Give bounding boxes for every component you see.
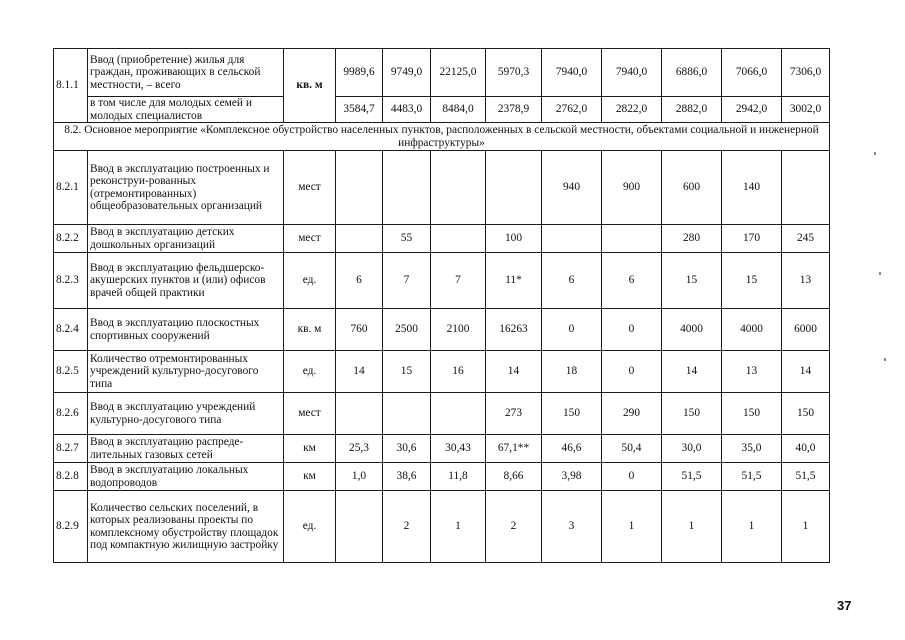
- scan-speck: [884, 358, 886, 361]
- value-cell: 150: [662, 393, 722, 435]
- value-cell: 2762,0: [542, 97, 602, 123]
- indicator-name: Количество отремонтированных учреждений культурно-досугового типа: [88, 351, 284, 393]
- value-cell: [336, 491, 383, 563]
- value-cell: 150: [542, 393, 602, 435]
- indicator-name: Ввод в эксплуатацию распреде-лительных газовых сетей: [88, 435, 284, 463]
- table-row: [54, 393, 830, 435]
- value-cell: 3002,0: [782, 97, 830, 123]
- value-cell: 4483,0: [383, 97, 431, 123]
- value-cell: 35,0: [722, 435, 782, 463]
- value-cell: 0: [602, 463, 662, 491]
- unit-cell: кв. м: [284, 49, 336, 123]
- value-cell: 2882,0: [662, 97, 722, 123]
- indicator-name: Ввод в эксплуатацию локальных водопроводов: [88, 463, 284, 491]
- value-cell: 7066,0: [722, 49, 782, 97]
- table-row: [54, 491, 830, 563]
- value-cell: 2942,0: [722, 97, 782, 123]
- value-cell: [782, 151, 830, 225]
- value-cell: 46,6: [542, 435, 602, 463]
- row-number: 8.2.4: [54, 309, 88, 351]
- value-cell: 30,43: [431, 435, 486, 463]
- value-cell: 273: [486, 393, 542, 435]
- value-cell: 7940,0: [602, 49, 662, 97]
- scan-speck: [874, 152, 876, 155]
- table-row: [54, 49, 830, 97]
- value-cell: 13: [782, 253, 830, 309]
- value-cell: 6886,0: [662, 49, 722, 97]
- value-cell: 1: [602, 491, 662, 563]
- unit-cell: ед.: [284, 351, 336, 393]
- table-row: [54, 253, 830, 309]
- value-cell: 0: [542, 309, 602, 351]
- value-cell: [486, 151, 542, 225]
- value-cell: 140: [722, 151, 782, 225]
- value-cell: [431, 225, 486, 253]
- row-number: 8.2.6: [54, 393, 88, 435]
- row-number: 8.2.3: [54, 253, 88, 309]
- unit-cell: кв. м: [284, 309, 336, 351]
- value-cell: 9749,0: [383, 49, 431, 97]
- value-cell: 8484,0: [431, 97, 486, 123]
- value-cell: 3,98: [542, 463, 602, 491]
- value-cell: 14: [486, 351, 542, 393]
- value-cell: 1,0: [336, 463, 383, 491]
- value-cell: 7: [383, 253, 431, 309]
- table-row: [54, 151, 830, 225]
- value-cell: 30,0: [662, 435, 722, 463]
- value-cell: 3: [542, 491, 602, 563]
- value-cell: 55: [383, 225, 431, 253]
- value-cell: 15: [722, 253, 782, 309]
- value-cell: 38,6: [383, 463, 431, 491]
- value-cell: 7306,0: [782, 49, 830, 97]
- value-cell: 2100: [431, 309, 486, 351]
- value-cell: 6000: [782, 309, 830, 351]
- value-cell: [542, 225, 602, 253]
- value-cell: 14: [782, 351, 830, 393]
- value-cell: 9989,6: [336, 49, 383, 97]
- value-cell: [383, 151, 431, 225]
- value-cell: 0: [602, 309, 662, 351]
- value-cell: 51,5: [722, 463, 782, 491]
- value-cell: [602, 225, 662, 253]
- unit-cell: км: [284, 463, 336, 491]
- row-number: 8.2.1: [54, 151, 88, 225]
- value-cell: 2: [486, 491, 542, 563]
- indicator-name: Ввод (приобретение) жилья для граждан, проживающих в сельской местности, – всего: [88, 49, 284, 97]
- unit-cell: ед.: [284, 253, 336, 309]
- unit-cell: км: [284, 435, 336, 463]
- value-cell: 51,5: [782, 463, 830, 491]
- value-cell: 8,66: [486, 463, 542, 491]
- section-title: 8.2. Основное мероприятие «Комплексное обустройство населенных пунктов, расположенных в сельской местности, объектами социальной и инженерной инфраструктуры»: [54, 123, 830, 151]
- value-cell: 11*: [486, 253, 542, 309]
- value-cell: 67,1**: [486, 435, 542, 463]
- value-cell: 4000: [662, 309, 722, 351]
- value-cell: 245: [782, 225, 830, 253]
- unit-cell: мест: [284, 393, 336, 435]
- program-indicators-table: [53, 48, 830, 563]
- row-number: 8.2.5: [54, 351, 88, 393]
- value-cell: 7: [431, 253, 486, 309]
- indicator-name: Ввод в эксплуатацию детских дошкольных организаций: [88, 225, 284, 253]
- unit-cell: мест: [284, 151, 336, 225]
- value-cell: 1: [431, 491, 486, 563]
- value-cell: [336, 393, 383, 435]
- value-cell: 5970,3: [486, 49, 542, 97]
- indicator-name: Количество сельских поселений, в которых реализованы проекты по комплексному обустройству площадок под компактную жилищную застройку: [88, 491, 284, 563]
- value-cell: 22125,0: [431, 49, 486, 97]
- value-cell: 900: [602, 151, 662, 225]
- value-cell: 14: [662, 351, 722, 393]
- value-cell: 16263: [486, 309, 542, 351]
- value-cell: 290: [602, 393, 662, 435]
- value-cell: 51,5: [662, 463, 722, 491]
- value-cell: 170: [722, 225, 782, 253]
- row-number: 8.2.9: [54, 491, 88, 563]
- value-cell: 6: [602, 253, 662, 309]
- value-cell: 6: [542, 253, 602, 309]
- table-row: [54, 225, 830, 253]
- value-cell: 25,3: [336, 435, 383, 463]
- page-number: 37: [837, 598, 852, 613]
- row-number: 8.2.2: [54, 225, 88, 253]
- value-cell: 150: [722, 393, 782, 435]
- value-cell: 1: [782, 491, 830, 563]
- value-cell: 280: [662, 225, 722, 253]
- indicator-name: Ввод в эксплуатацию учреждений культурно-досугового типа: [88, 393, 284, 435]
- value-cell: 30,6: [383, 435, 431, 463]
- value-cell: 760: [336, 309, 383, 351]
- value-cell: [431, 151, 486, 225]
- value-cell: 50,4: [602, 435, 662, 463]
- value-cell: [336, 225, 383, 253]
- value-cell: 2822,0: [602, 97, 662, 123]
- value-cell: 0: [602, 351, 662, 393]
- row-number: 8.2.8: [54, 463, 88, 491]
- value-cell: 13: [722, 351, 782, 393]
- value-cell: 4000: [722, 309, 782, 351]
- unit-cell: ед.: [284, 491, 336, 563]
- value-cell: [383, 393, 431, 435]
- unit-cell: мест: [284, 225, 336, 253]
- value-cell: [336, 151, 383, 225]
- value-cell: 150: [782, 393, 830, 435]
- indicator-name: Ввод в эксплуатацию построенных и реконструи-рованных (отремонтированных) общеобразовательных организаций: [88, 151, 284, 225]
- table-row: [54, 435, 830, 463]
- section-header-row: [54, 123, 830, 151]
- indicator-name: Ввод в эксплуатацию плоскостных спортивных сооружений: [88, 309, 284, 351]
- value-cell: 1: [722, 491, 782, 563]
- value-cell: [431, 393, 486, 435]
- value-cell: 100: [486, 225, 542, 253]
- value-cell: 7940,0: [542, 49, 602, 97]
- value-cell: 15: [383, 351, 431, 393]
- scan-speck: [879, 272, 881, 275]
- value-cell: 18: [542, 351, 602, 393]
- value-cell: 2500: [383, 309, 431, 351]
- table-row: [54, 463, 830, 491]
- value-cell: 15: [662, 253, 722, 309]
- row-number: 8.1.1: [54, 49, 88, 123]
- value-cell: 2378,9: [486, 97, 542, 123]
- value-cell: 940: [542, 151, 602, 225]
- table-row: [54, 97, 830, 123]
- value-cell: 2: [383, 491, 431, 563]
- indicator-name: в том числе для молодых семей и молодых специалистов: [88, 97, 284, 123]
- table-row: [54, 351, 830, 393]
- value-cell: 6: [336, 253, 383, 309]
- table-row: [54, 309, 830, 351]
- value-cell: 14: [336, 351, 383, 393]
- value-cell: 600: [662, 151, 722, 225]
- value-cell: 16: [431, 351, 486, 393]
- indicator-name: Ввод в эксплуатацию фельдшерско-акушерских пунктов и (или) офисов врачей общей практики: [88, 253, 284, 309]
- value-cell: 40,0: [782, 435, 830, 463]
- value-cell: 3584,7: [336, 97, 383, 123]
- row-number: 8.2.7: [54, 435, 88, 463]
- value-cell: 11,8: [431, 463, 486, 491]
- value-cell: 1: [662, 491, 722, 563]
